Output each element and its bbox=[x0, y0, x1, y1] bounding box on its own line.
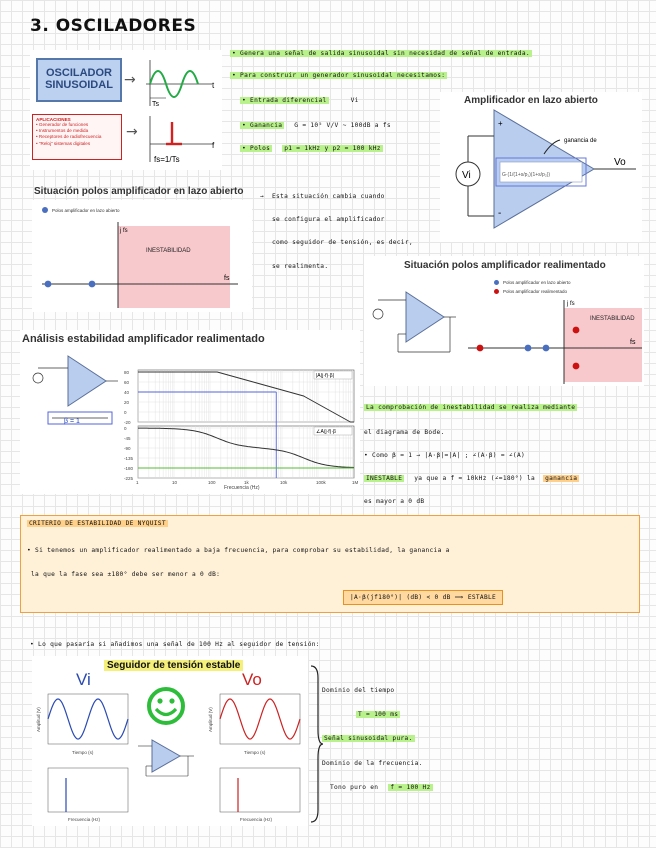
note-line bbox=[240, 145, 383, 152]
y-tick-label: -180 bbox=[124, 466, 134, 471]
beta-label: β = 1 bbox=[64, 418, 80, 425]
axis-imag-label: j fs bbox=[120, 228, 128, 234]
smiley-icon bbox=[146, 686, 186, 726]
y-tick-label: -90 bbox=[124, 446, 131, 451]
poles-open-caption: Situación polos amplificador en lazo abierto bbox=[34, 186, 244, 197]
y-tick-label: -135 bbox=[124, 456, 134, 461]
middle-note-line: se realimenta. bbox=[272, 263, 329, 270]
x-tick-label: 10k bbox=[280, 480, 288, 485]
oscillator-card bbox=[30, 50, 222, 170]
y-tick-label: 60 bbox=[124, 380, 130, 385]
y-tick-label: 40 bbox=[124, 390, 130, 395]
follower-amp-diagram bbox=[134, 736, 202, 778]
s-plane-feedback bbox=[464, 296, 644, 386]
vo-spectrum-plot bbox=[208, 766, 304, 824]
time-axis-label: Tiempo (s) bbox=[244, 750, 266, 755]
freq-axis-label: f bbox=[212, 141, 215, 150]
note-value: p1 = 1kHz y p2 = 100 kHz bbox=[284, 145, 381, 152]
s-plane-open bbox=[32, 218, 252, 310]
bode-note-line: el diagrama de Bode. bbox=[364, 429, 445, 436]
poles-feedback-caption: Situación polos amplificador realimentado bbox=[404, 260, 606, 271]
nyquist-line: la que la fase sea ±180° debe ser menor a 0 dB: bbox=[31, 571, 221, 578]
blue-pole-icon bbox=[42, 207, 48, 213]
vi-label: Vi bbox=[76, 670, 91, 689]
nyquist-line: • Si tenemos un amplificador realimentado a baja frecuencia, para comprobar su estabilidad, la ganancia a bbox=[27, 547, 450, 554]
freq-axis-label: Frecuencia (Hz) bbox=[68, 817, 101, 822]
middle-note-line: como seguidor de tensión, es decir, bbox=[272, 239, 413, 246]
note-value: G = 10⁵ V/V ~ 100dB a fs bbox=[294, 122, 391, 129]
poles-open-card bbox=[32, 200, 252, 312]
axis-imag-label: j fs bbox=[567, 301, 575, 307]
axis-real-label: fs bbox=[630, 339, 636, 346]
follower-card bbox=[32, 656, 308, 826]
application-item: • Receptores de radiofrecuencia bbox=[36, 134, 102, 140]
follower-mini-diagram bbox=[368, 286, 460, 366]
application-item: • Instrumentos de medida bbox=[36, 128, 89, 134]
note-text: • Para construir un generador sinusoidal necesitamos: bbox=[232, 72, 446, 79]
follower-note: • Lo que pasaría si añadimos una señal de 100 Hz al seguidor de tensión: bbox=[30, 641, 320, 648]
arrow-right-icon: → bbox=[126, 124, 138, 140]
brace-note-line bbox=[330, 784, 433, 791]
x-tick-label: 100 bbox=[208, 480, 216, 485]
poles-feedback-card bbox=[364, 256, 644, 386]
y-tick-label: 0 bbox=[124, 410, 127, 415]
gain-annotation: ganancia de bbox=[564, 138, 597, 144]
bode-plot bbox=[124, 368, 359, 492]
legend-text: Polos amplificador realimentado bbox=[503, 289, 568, 294]
note-text: Tono puro en bbox=[330, 784, 379, 791]
note-line bbox=[240, 97, 359, 104]
note-text: • Polos bbox=[242, 145, 271, 152]
open-loop-amp-diagram bbox=[440, 106, 642, 240]
brace-note-line bbox=[356, 711, 400, 718]
bode-x-label: Frecuencia (Hz) bbox=[224, 485, 260, 491]
freq-axis-label: Frecuencia (Hz) bbox=[240, 817, 273, 822]
note-text: • Genera una señal de salida sinusoidal sin necesidad de señal de entrada. bbox=[232, 50, 530, 57]
open-loop-amp-card bbox=[440, 92, 642, 242]
sine-wave-icon bbox=[142, 56, 220, 108]
bode-note-line bbox=[364, 475, 579, 482]
stability-caption: Análisis estabilidad amplificador realimentado bbox=[22, 333, 265, 345]
arrow-right-icon: → bbox=[124, 72, 136, 88]
instability-label: INESTABILIDAD bbox=[590, 316, 635, 322]
nyquist-heading bbox=[27, 520, 168, 527]
vi-spectrum-plot bbox=[36, 766, 132, 824]
x-tick-label: 1 bbox=[136, 480, 139, 485]
open-loop-amp-caption: Amplificador en lazo abierto bbox=[464, 95, 598, 106]
note-line bbox=[240, 122, 391, 129]
bode-mag-legend: |A(j·f)·β| bbox=[316, 373, 334, 379]
note-text: ya que a f ≈ 10kHz (∠=180°) la bbox=[414, 475, 536, 482]
oscillator-label-box bbox=[36, 58, 122, 102]
output-label: Vo bbox=[614, 157, 626, 168]
stability-card bbox=[20, 330, 360, 494]
application-item: • Generador de funciones bbox=[36, 122, 89, 127]
note-line bbox=[230, 72, 447, 79]
note-line bbox=[230, 50, 532, 57]
x-tick-label: 100k bbox=[316, 480, 326, 485]
period-value: T = 100 ms bbox=[358, 711, 399, 718]
y-tick-label: 80 bbox=[124, 370, 130, 375]
input-label: Vi bbox=[462, 170, 471, 181]
nyquist-heading-text: CRITERIO DE ESTABILIDAD DE NYQUIST bbox=[29, 520, 166, 527]
x-tick-label: 1M bbox=[352, 480, 359, 485]
amp-axis-label: Amplitud (V) bbox=[36, 707, 41, 732]
instability-label: INESTABILIDAD bbox=[146, 248, 191, 254]
svg-text:G·(1/(1+s/p₁)(1+s/p₂)): G·(1/(1+s/p₁)(1+s/p₂)) bbox=[502, 172, 551, 178]
y-tick-label: 20 bbox=[124, 400, 130, 405]
amp-axis-label: Amplitud (V) bbox=[208, 707, 213, 732]
note-text: La comprobación de inestabilidad se realiza mediante bbox=[366, 404, 576, 411]
nyquist-box bbox=[20, 515, 640, 613]
y-tick-label: -225 bbox=[124, 476, 134, 481]
brace-note-line: Dominio de la frecuencia. bbox=[322, 760, 423, 767]
y-tick-label: -45 bbox=[124, 436, 131, 441]
spectrum-icon bbox=[142, 112, 220, 168]
unstable-label: INESTABLE bbox=[366, 475, 403, 482]
vi-time-plot bbox=[36, 692, 132, 758]
vo-label: Vo bbox=[242, 670, 262, 689]
time-axis-label: t bbox=[212, 81, 215, 90]
minus-sign: - bbox=[498, 208, 502, 219]
applications-box bbox=[32, 114, 122, 160]
legend-text: Polos amplificador en lazo abierto bbox=[503, 280, 571, 285]
note-var: Vi bbox=[350, 97, 359, 104]
middle-note-line: se configura el amplificador bbox=[272, 216, 385, 223]
note-text: • Entrada diferencial bbox=[242, 97, 327, 104]
arrow-icon: → bbox=[260, 193, 265, 200]
bode-phase-legend: ∠A(j·f)·β bbox=[316, 429, 336, 435]
oscillator-title-1: OSCILADOR bbox=[46, 67, 112, 79]
note-text: • Ganancia bbox=[242, 122, 283, 129]
brace-note-line bbox=[322, 735, 415, 742]
follower-title: Seguidor de tensión estable bbox=[104, 660, 243, 671]
axis-real-label: fs bbox=[224, 275, 230, 282]
time-axis-label: Tiempo (s) bbox=[72, 750, 94, 755]
note-text: Señal sinusoidal pura. bbox=[324, 735, 413, 742]
period-label: Ts bbox=[152, 101, 159, 108]
application-item: • "Reloj" sistemas digitales bbox=[36, 140, 91, 146]
bode-note-line: es mayor a 0 dB bbox=[364, 498, 425, 505]
legend-text: Polos amplificador en lazo abierto bbox=[52, 208, 120, 213]
frequency-value: f = 100 Hz bbox=[390, 784, 431, 791]
blue-pole-icon bbox=[494, 280, 499, 285]
y-tick-label: -20 bbox=[124, 420, 131, 425]
bode-note-line bbox=[364, 404, 577, 411]
brace-note-line: Dominio del tiempo bbox=[322, 687, 395, 694]
vo-time-plot bbox=[208, 692, 304, 758]
x-tick-label: 10 bbox=[172, 480, 178, 485]
freq-formula: fs=1/Ts bbox=[154, 155, 180, 164]
middle-note-line: Esta situación cambia cuando bbox=[272, 193, 385, 200]
plus-sign: + bbox=[498, 119, 503, 128]
x-tick-label: 1k bbox=[244, 480, 249, 485]
nyquist-formula: |A·β(jf180°)| (dB) < 0 dB ⟹ ESTABLE bbox=[343, 590, 503, 605]
y-tick-label: 0 bbox=[124, 426, 127, 431]
note-highlight: ganancia bbox=[545, 475, 578, 482]
oscillator-title-2: SINUSOIDAL bbox=[45, 79, 113, 91]
applications-heading: APLICACIONES bbox=[36, 117, 71, 122]
red-pole-icon bbox=[494, 289, 499, 294]
bode-note-line: • Como β = 1 → |A·β|=|A| ; ∠(A·β) = ∠(A) bbox=[364, 452, 526, 459]
page-title: 3. OSCILADORES bbox=[30, 16, 197, 36]
